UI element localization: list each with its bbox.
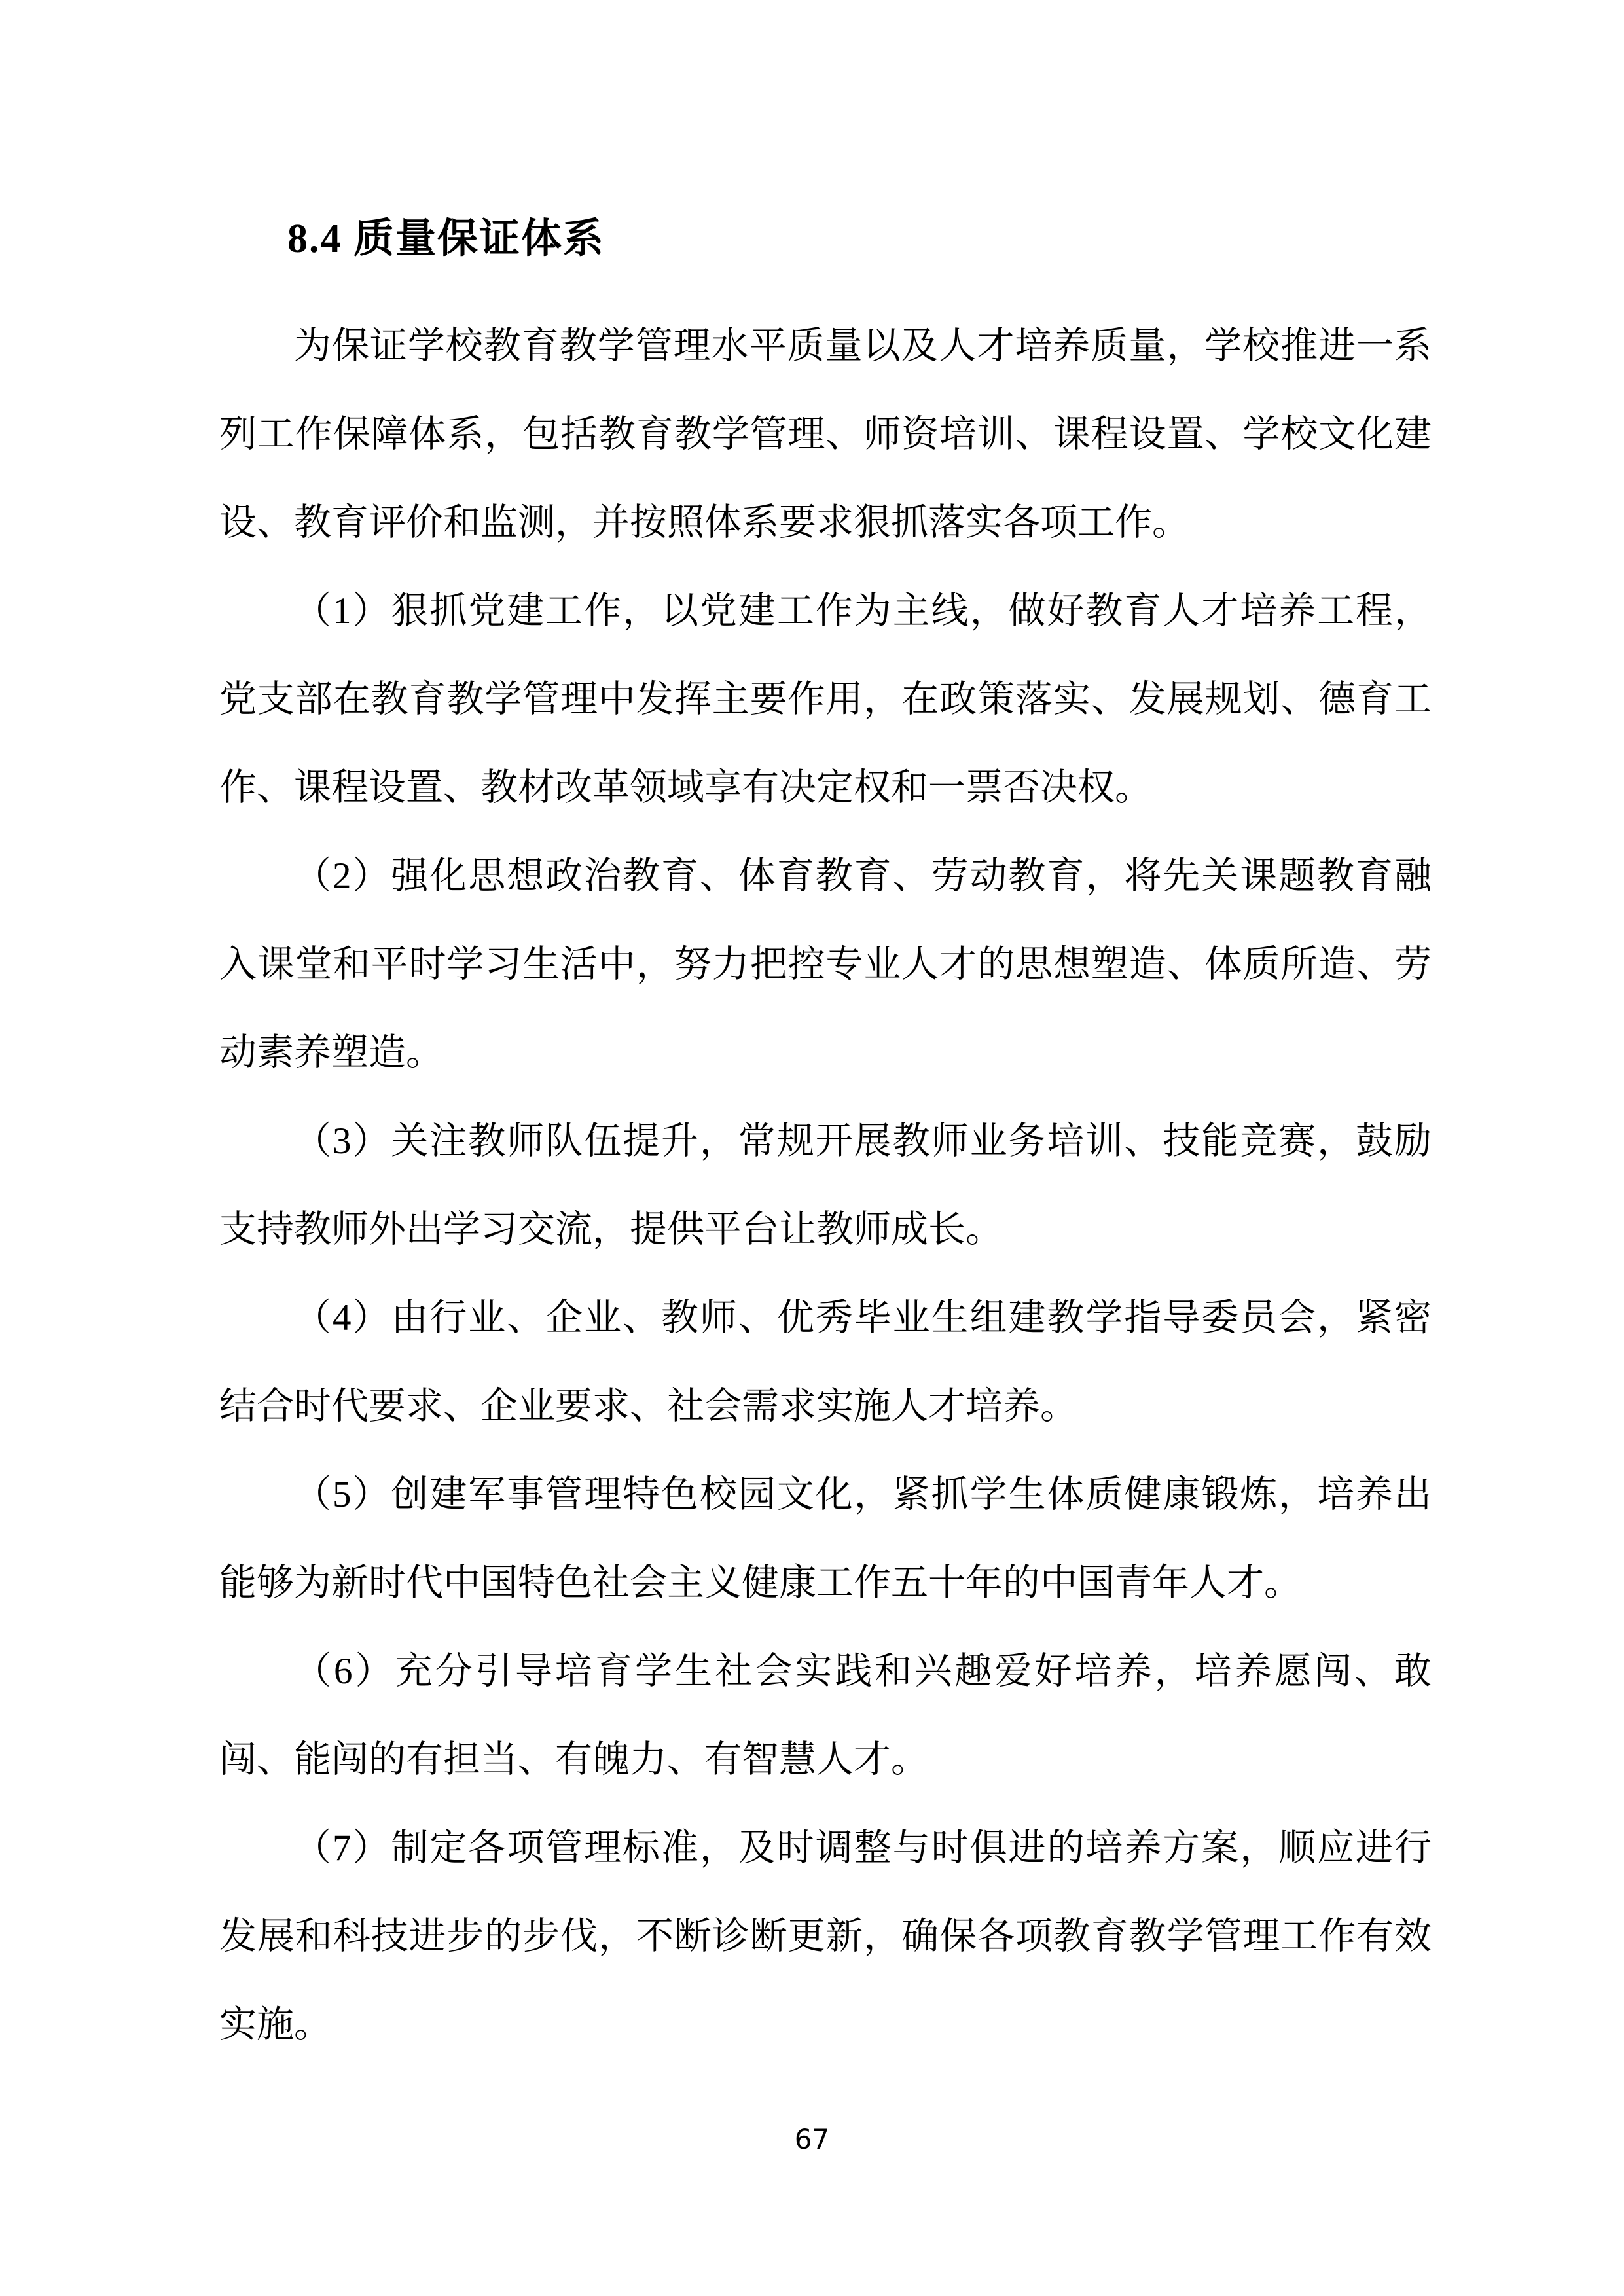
paragraph-item-4: （4）由行业、企业、教师、优秀毕业生组建教学指导委员会，紧密结合时代要求、企业要求、社会需求实施人才培养。 bbox=[219, 1297, 1432, 1427]
paragraph-item-1: （1）狠抓党建工作，以党建工作为主线，做好教育人才培养工程，党支部在教育教学管理中发挥主要作用，在政策落实、发展规划、德育工作、课程设置、教材改革领域享有决定权和一票否决权。 bbox=[219, 590, 1432, 808]
section-heading: 8.4 质量保证体系 bbox=[287, 217, 605, 261]
paragraph-item-6: （6）充分引导培育学生社会实践和兴趣爱好培养，培养愿闯、敢闯、能闯的有担当、有魄力、有智慧人才。 bbox=[219, 1651, 1432, 1780]
paragraph-item-5: （5）创建军事管理特色校园文化，紧抓学生体质健康锻炼，培养出能够为新时代中国特色社会主义健康工作五十年的中国青年人才。 bbox=[219, 1474, 1432, 1604]
paragraph-intro: 为保证学校教育教学管理水平质量以及人才培养质量，学校推进一系列工作保障体系，包括教育教学管理、师资培训、课程设置、学校文化建设、教育评价和监测，并按照体系要求狠抓落实各项工作。 bbox=[219, 325, 1432, 543]
paragraph-item-3: （3）关注教师队伍提升，常规开展教师业务培训、技能竞赛，鼓励支持教师外出学习交流，提供平台让教师成长。 bbox=[219, 1121, 1432, 1250]
paragraph-item-2: （2）强化思想政治教育、体育教育、劳动教育，将先关课题教育融入课堂和平时学习生活中，努力把控专业人才的思想塑造、体质所造、劳动素养塑造。 bbox=[219, 855, 1432, 1073]
paragraph-item-7: （7）制定各项管理标准，及时调整与时俱进的培养方案，顺应进行发展和科技进步的步伐，不断诊断更新，确保各项教育教学管理工作有效实施。 bbox=[219, 1827, 1432, 2045]
document-content bbox=[219, 195, 1432, 2069]
page-number: 67 bbox=[794, 2123, 830, 2155]
